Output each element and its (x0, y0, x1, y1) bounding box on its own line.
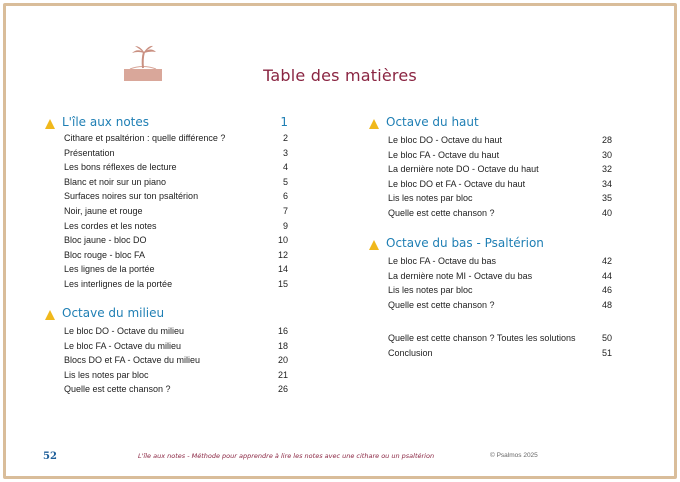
footer-page-number: 52 (43, 451, 57, 462)
toc-entry[interactable] (388, 283, 612, 298)
entry-label: La dernière note MI - Octave du bas (388, 270, 533, 281)
toc-entry[interactable] (64, 189, 288, 204)
entry-page: 50 (601, 333, 612, 343)
toc-entry[interactable] (388, 177, 612, 192)
toc-extras (388, 331, 612, 360)
toc-entry[interactable] (388, 191, 612, 206)
section-page: 1 (280, 115, 288, 129)
entry-page: 32 (601, 164, 612, 175)
entry-page: 42 (601, 256, 612, 266)
entry-page: 6 (282, 191, 288, 202)
entry-label: Quelle est cette chanson ? (64, 384, 171, 395)
triangle-icon (45, 119, 55, 129)
toc-entry[interactable] (64, 248, 288, 263)
entry-label: Les lignes de la portée (64, 264, 155, 275)
toc-entry[interactable] (388, 298, 612, 313)
entry-page: 14 (277, 264, 288, 275)
toc-entry[interactable] (64, 382, 288, 397)
entry-label: Lis les notes par bloc (64, 369, 149, 380)
entry-page: 28 (601, 135, 612, 145)
entry-label: La dernière note DO - Octave du haut (388, 164, 539, 175)
toc-entry[interactable] (388, 269, 612, 284)
entry-label: Le bloc DO - Octave du milieu (64, 326, 185, 336)
entry-page: 34 (601, 178, 612, 189)
entry-label: Le bloc FA - Octave du bas (388, 256, 497, 266)
entry-page: 9 (282, 220, 288, 231)
entry-page: 46 (601, 285, 612, 296)
entry-page: 18 (277, 340, 288, 351)
toc-section-ile-aux-notes (45, 115, 288, 292)
toc-entry[interactable] (388, 346, 612, 361)
entry-label: Le bloc FA - Octave du milieu (64, 340, 182, 351)
entry-page: 40 (601, 207, 612, 218)
toc-entry[interactable] (388, 254, 612, 269)
toc-entry[interactable] (64, 204, 288, 219)
entry-label: Quelle est cette chanson ? (388, 207, 495, 218)
entry-page: 26 (277, 384, 288, 395)
page-title: Table des matières (263, 66, 417, 85)
entry-label: Noir, jaune et rouge (64, 205, 143, 216)
entry-label: Quelle est cette chanson ? Toutes les solutions (388, 333, 576, 343)
toc-entry[interactable] (388, 148, 612, 163)
section-title: L'île aux notes (62, 115, 150, 129)
entry-label: Surfaces noires sur ton psaltérion (64, 191, 199, 202)
toc-entry[interactable] (388, 206, 612, 221)
entry-label: Conclusion (388, 347, 433, 358)
entry-label: Bloc rouge - bloc FA (64, 249, 146, 260)
entry-page: 10 (277, 235, 288, 246)
entry-page: 44 (601, 270, 612, 281)
triangle-icon (369, 119, 379, 129)
entry-page: 16 (277, 326, 288, 336)
entry-page: 2 (282, 133, 288, 143)
entry-page: 21 (277, 369, 288, 380)
toc-entry[interactable] (64, 160, 288, 175)
footer-text: L'île aux notes - Méthode pour apprendre à lire les notes avec une cithare ou un psaltérion (138, 452, 435, 460)
toc-entry[interactable] (64, 277, 288, 292)
entry-label: Bloc jaune - bloc DO (64, 235, 147, 246)
toc-entry[interactable] (64, 339, 288, 354)
entry-page: 48 (601, 299, 612, 310)
toc-entry[interactable] (64, 175, 288, 190)
entry-label: Les bons réflexes de lecture (64, 162, 177, 173)
triangle-icon (45, 310, 55, 320)
section-heading (369, 236, 612, 254)
toc-entry[interactable] (64, 131, 288, 146)
toc-entry[interactable] (64, 324, 288, 339)
entry-page: 35 (601, 193, 612, 204)
entry-label: Le bloc FA - Octave du haut (388, 149, 500, 160)
entry-page: 3 (282, 147, 288, 158)
entry-label: Lis les notes par bloc (388, 285, 473, 296)
entry-label: Blanc et noir sur un piano (64, 176, 167, 187)
entry-page: 12 (277, 249, 288, 260)
toc-entry[interactable] (64, 262, 288, 277)
entry-label: Cithare et psaltérion : quelle différence ? (64, 133, 226, 143)
section-heading (45, 306, 288, 324)
entry-label: Quelle est cette chanson ? (388, 299, 495, 310)
toc-entry[interactable] (388, 162, 612, 177)
entry-page: 4 (282, 162, 288, 173)
entry-page: 5 (282, 176, 288, 187)
toc-entry[interactable] (388, 133, 612, 148)
toc-section-octave-du-bas (369, 236, 612, 312)
footer-copyright: © Psalmos 2025 (490, 452, 538, 459)
entry-page: 20 (277, 355, 288, 366)
toc-entry[interactable] (64, 233, 288, 248)
triangle-icon (369, 240, 379, 250)
entry-page: 51 (601, 347, 612, 358)
toc-entry[interactable] (64, 146, 288, 161)
entry-label: Présentation (64, 147, 115, 158)
section-title: Octave du bas - Psaltérion (386, 236, 544, 250)
entry-label: Blocs DO et FA - Octave du milieu (64, 355, 201, 366)
section-title: Octave du milieu (62, 306, 165, 320)
entry-label: Les cordes et les notes (64, 220, 157, 231)
toc-section-octave-du-milieu (45, 306, 288, 397)
toc-section-octave-du-haut (369, 115, 612, 221)
entry-label: Les interlignes de la portée (64, 278, 173, 289)
entry-page: 30 (601, 149, 612, 160)
toc-entry[interactable] (64, 219, 288, 234)
entry-label: Lis les notes par bloc (388, 193, 473, 204)
entry-page: 15 (277, 278, 288, 289)
entry-label: Le bloc DO et FA - Octave du haut (388, 178, 526, 189)
entry-label: Le bloc DO - Octave du haut (388, 135, 503, 145)
toc-entry[interactable] (64, 368, 288, 383)
section-heading (369, 115, 612, 133)
toc-entry[interactable] (388, 331, 612, 346)
toc-entry[interactable] (64, 353, 288, 368)
section-title: Octave du haut (386, 115, 479, 129)
entry-page: 7 (282, 205, 288, 216)
